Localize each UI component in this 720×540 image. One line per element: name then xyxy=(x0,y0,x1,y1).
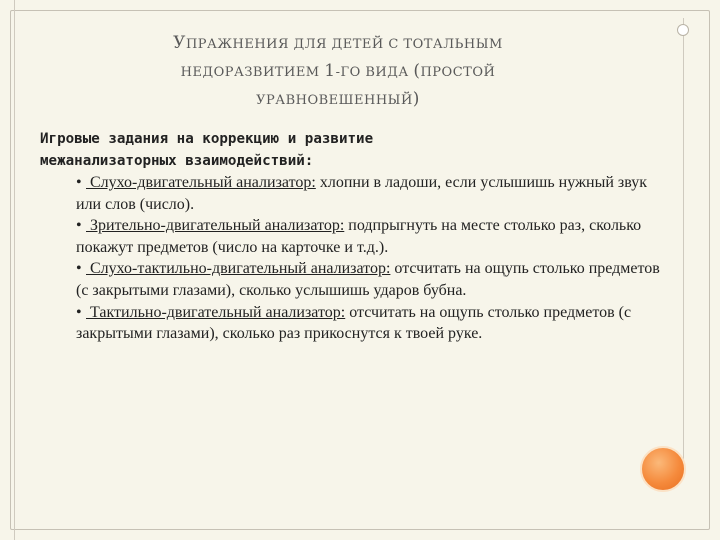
title-close-paren: ) xyxy=(412,89,420,109)
section-heading-line-1: Игровые задания на коррекцию и развитие xyxy=(40,131,374,147)
exercise-description: отсчитать на ощупь столько предметов (с закрытыми глазами), сколько раз прикоснутся к твоей руке. xyxy=(76,303,632,343)
bullet-icon: • xyxy=(76,303,82,321)
right-rail-line xyxy=(683,18,684,468)
exercise-list xyxy=(76,172,676,345)
analyzer-term: Тактильно-двигательный анализатор: xyxy=(86,303,346,321)
title-line-3-text: УРАВНОВЕШЕННЫЙ xyxy=(256,93,413,108)
title-line-3 xyxy=(88,86,588,114)
slide-title xyxy=(88,30,588,114)
analyzer-term: Зрительно-двигательный анализатор: xyxy=(86,217,345,235)
title-line-1-text: ПРАЖНЕНИЯ ДЛЯ ДЕТЕЙ С ТОТАЛЬНЫМ xyxy=(185,37,503,52)
title-line-2-text: НЕДОРАЗВИТИЕМ xyxy=(180,65,325,80)
list-item xyxy=(76,258,676,301)
title-line-2-tail: -ГО ВИДА xyxy=(335,65,414,80)
list-item xyxy=(76,215,676,258)
bullet-icon: • xyxy=(76,174,82,191)
title-open-paren: ( xyxy=(413,61,421,81)
bullet-icon: • xyxy=(76,217,82,235)
title-line-2 xyxy=(88,58,588,86)
title-line-2-number: 1 xyxy=(324,61,336,81)
top-circle-ornament xyxy=(677,24,689,36)
section-heading-line-2: межанализаторных взаимодействий: xyxy=(40,153,314,169)
bullet-icon: • xyxy=(76,260,82,278)
list-item xyxy=(76,172,676,215)
exercise-description: отсчитать на ощупь столько предметов (с закрытыми глазами), сколько услышишь ударов бубна. xyxy=(76,260,660,299)
title-line-2-end: ПРОСТОЙ xyxy=(420,65,496,80)
title-initial-cap: У xyxy=(173,33,186,53)
section-heading xyxy=(40,128,680,172)
orange-circle-ornament xyxy=(640,446,686,492)
left-rail-line xyxy=(14,0,15,540)
analyzer-term: Слухо-тактильно-двигательный анализатор: xyxy=(86,260,391,278)
analyzer-term: Слухо-двигательный анализатор: xyxy=(86,174,316,191)
exercise-description: подпрыгнуть на месте столько раз, сколько покажут предметов (число на карточке и т.д.). xyxy=(76,217,642,256)
title-line-1 xyxy=(88,30,588,58)
list-item xyxy=(76,302,676,345)
exercise-description: хлопни в ладоши, если услышишь нужный звук или слов (число). xyxy=(76,174,648,213)
